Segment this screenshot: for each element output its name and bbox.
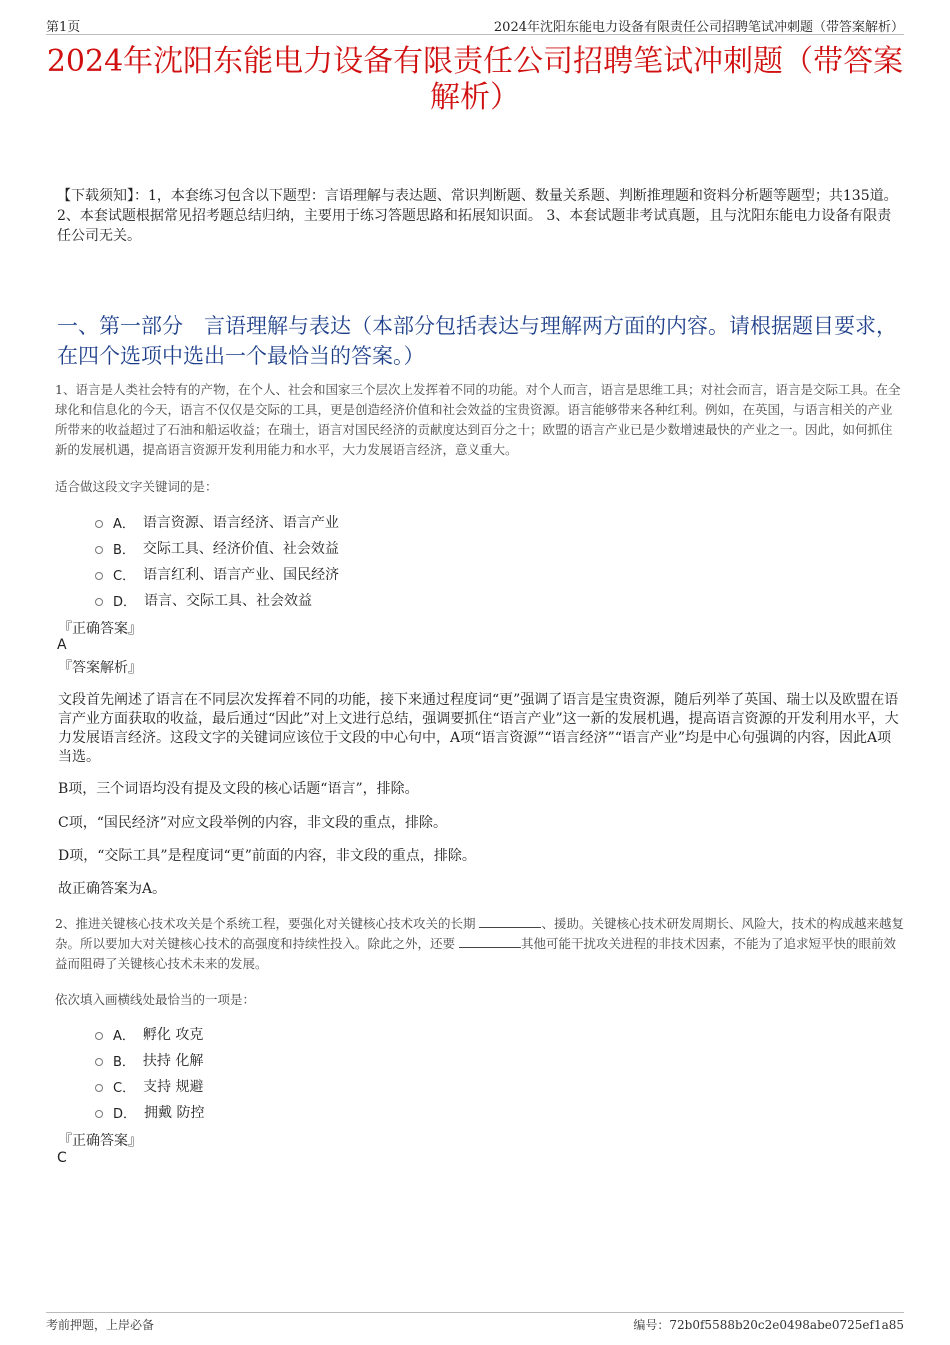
question-2-options [95, 1021, 204, 1125]
radio-icon[interactable] [95, 1084, 103, 1092]
option-c[interactable]: C． 支持 规避 [95, 1073, 204, 1099]
option-text: 语言资源、语言经济、语言产业 [142, 515, 339, 531]
radio-icon[interactable] [95, 520, 103, 528]
option-a[interactable]: A． 语言资源、语言经济、语言产业 [95, 509, 339, 535]
document-title: 2024年沈阳东能电力设备有限责任公司招聘笔试冲刺题（带答案解析） [46, 44, 904, 115]
correct-answer: C [57, 1150, 67, 1166]
analysis-paragraph: D项，“交际工具”是程度词“更”前面的内容，非文段的重点，排除。 [58, 848, 476, 864]
correct-answer-label: 『正确答案』 [58, 1133, 142, 1149]
option-text: 语言、交际工具、社会效益 [144, 593, 313, 609]
correct-answer-label: 『正确答案』 [58, 621, 142, 637]
correct-answer: A [57, 637, 67, 653]
header-doc-title: 2024年沈阳东能电力设备有限责任公司招聘笔试冲刺题（带答案解析） [493, 20, 904, 35]
option-text: 孵化 攻克 [142, 1027, 204, 1043]
question-1-stem: 1、语言是人类社会特有的产物，在个人、社会和国家三个层次上发挥着不同的功能。对个人而言，语言是思维工具；对社会而言，语言是交际工具。在全球化和信息化的今天，语言不仅仅是交际的工具，更是创造经济价值和社会效益的宝贵资源。语言能够带来各种红利。例如，在英国，与语言相关的产业所带来的收益超过了石油和船运收益；在瑞士，语言对国民经济的贡献度达到百分之十；欧盟的语言产业已是少数增速最快的产业之一。因此，如何抓住新的发展机遇，提高语言资源开发利用能力和水平，大力发展语言经济，意义重大。 [55, 382, 901, 457]
option-b[interactable]: B． 交际工具、经济价值、社会效益 [95, 535, 339, 561]
option-c[interactable]: C． 语言红利、语言产业、国民经济 [95, 561, 339, 587]
radio-icon[interactable] [95, 572, 103, 580]
analysis-paragraph: C项，“国民经济”对应文段举例的内容，非文段的重点，排除。 [58, 815, 448, 831]
question-2-stem: 2、推进关键核心技术攻关是个系统工程，要强化对关键核心技术攻关的长期 、援助。关键核心技术研发周期长、风险大，技术的构成越来越复杂。所以要加大对关键核心技术的高强度和持续性投入。除此之外，还要 其他可能干扰攻关进程的非技术因素，不能为了追求短平快的眼前效益而阻碍了关键核心技术未来的发展。 [55, 916, 904, 971]
document-id: 编号：72b0f5588b20c2e0498abe0725ef1a85 [633, 1318, 904, 1332]
option-d[interactable]: D． 语言、交际工具、社会效益 [95, 587, 339, 613]
download-notice: 【下载须知】：1，本套练习包含以下题型：言语理解与表达题、常识判断题、数量关系题、判断推理题和资料分析题等题型；共135道。 2、本套试题根据常见招考题总结归纳，主要用于练习答题思路和拓展知识面。 3、本套试题非考试真题，且与沈阳东能电力设备有限责任公司无关。 [57, 188, 898, 244]
fill-blank[interactable] [459, 935, 521, 948]
analysis-label: 『答案解析』 [58, 660, 142, 676]
question-2-prompt: 依次填入画横线处最恰当的一项是： [55, 992, 256, 1007]
option-text: 支持 规避 [143, 1079, 204, 1095]
option-b[interactable]: B． 扶持 化解 [95, 1047, 204, 1073]
option-text: 交际工具、经济价值、社会效益 [142, 541, 339, 557]
radio-icon[interactable] [95, 1032, 103, 1040]
option-a[interactable]: A． 孵化 攻克 [95, 1021, 204, 1047]
analysis-paragraph: 故正确答案为A。 [58, 881, 167, 897]
analysis-paragraph: 文段首先阐述了语言在不同层次发挥着不同的功能，接下来通过程度词“更”强调了语言是宝贵资源，随后列举了英国、瑞士以及欧盟在语言产业方面获取的收益，最后通过“因此”对上文进行总结，强调要抓住“语言产业”这一新的发展机遇，提高语言资源的开发利用水平，大力发展语言经济。这段文字的关键词应该位于文段的中心句中，A项“语言资源”“语言经济”“语言产业”均是中心句强调的内容，因此A项当选。 [58, 692, 899, 765]
page-footer [46, 1312, 904, 1332]
radio-icon[interactable] [95, 1058, 103, 1066]
radio-icon[interactable] [95, 546, 103, 554]
radio-icon[interactable] [95, 1110, 103, 1118]
question-1-options [95, 509, 339, 613]
option-text: 语言红利、语言产业、国民经济 [143, 567, 340, 583]
radio-icon[interactable] [95, 598, 103, 606]
option-d[interactable]: D． 拥戴 防控 [95, 1099, 204, 1125]
option-text: 扶持 化解 [142, 1053, 204, 1069]
question-1-prompt: 适合做这段文字关键词的是： [55, 479, 218, 494]
analysis-paragraph: B项，三个词语均没有提及文段的核心话题“语言”，排除。 [58, 781, 419, 797]
footer-slogan: 考前押题，上岸必备 [46, 1318, 155, 1332]
page-number: 第1页 [46, 20, 81, 35]
fill-blank[interactable] [479, 915, 541, 928]
option-text: 拥戴 防控 [144, 1105, 205, 1121]
section-heading: 一、第一部分 言语理解与表达（本部分包括表达与理解两方面的内容。请根据题目要求，在四个选项中选出一个最恰当的答案。） [57, 314, 897, 368]
page-header [46, 14, 904, 35]
